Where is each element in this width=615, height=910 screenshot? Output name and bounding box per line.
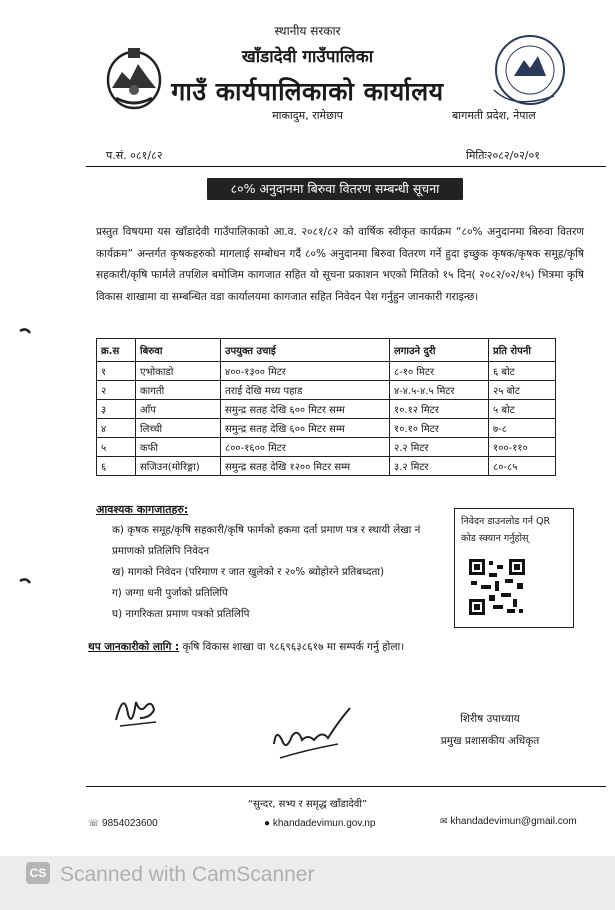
qr-instruction: निवेदन डाउनलोड गर्न QR कोड स्क्यान गर्नुहोस्: [461, 516, 551, 544]
phone-number: 9854023600: [102, 818, 158, 829]
signature-left: [110, 684, 162, 732]
contact-text: कृषि विकास शाखा वा ९८६९६३८६१७ मा सम्पर्क गर्नु होला।: [182, 641, 405, 653]
table-cell: ७-८: [489, 419, 556, 438]
table-header-row: [97, 339, 556, 362]
government-label: स्थानीय सरकार: [274, 24, 341, 38]
website-contact: [264, 818, 376, 829]
table-cell: ४: [97, 419, 136, 438]
signatory-block: [420, 708, 560, 752]
binder-mark-icon: [18, 326, 32, 340]
camscanner-label: Scanned with CamScanner: [60, 863, 315, 886]
col-header-spacing: लगाउने दुरी: [390, 339, 489, 362]
slogan: “सुन्दर, सभ्य र समृद्ध खाँडादेवी”: [247, 799, 368, 810]
mail-icon: ✉: [440, 816, 448, 826]
list-item: ग) जग्गा धनी पुर्जाको प्रतिलिपि: [112, 587, 228, 599]
table-row: [97, 419, 556, 438]
table-cell: समुन्द्र सतह देखि ६०० मिटर सम्म: [221, 400, 390, 419]
table-row: [97, 381, 556, 400]
table-cell: ६: [97, 457, 136, 476]
col-header-sn: क्र.स: [97, 339, 136, 362]
camscanner-logo: CS: [26, 862, 50, 884]
signatory-name: शिरीष उपाध्याय: [460, 713, 520, 725]
phone-icon: ☏: [88, 818, 100, 828]
table-cell: १०.१० मिटर: [390, 419, 489, 438]
table-cell: २५ बोट: [489, 381, 556, 400]
table-cell: ४-४.५-४.५ मिटर: [390, 381, 489, 400]
table-row: [97, 362, 556, 381]
table-row: [97, 457, 556, 476]
table-cell: आँप: [136, 400, 221, 419]
table-row: [97, 400, 556, 419]
table-cell: १०.१२ मिटर: [390, 400, 489, 419]
col-header-per-ropani: प्रति रोपनी: [489, 339, 556, 362]
table-cell: तराई देखि मध्य पहाड: [221, 381, 390, 400]
documents-heading: आवश्यक कागजातहरु:: [96, 503, 189, 516]
contact-line: [88, 640, 404, 654]
qr-code[interactable]: [469, 559, 525, 615]
notice-paragraph: प्रस्तुत विषयमा यस खाँडादेवी गाउँपालिकाको आ.व. २०८१/८२ को वार्षिक स्वीकृत कार्यक्रम “८०% अनुदानमा बिरुवा वितरण कार्यक्रम” अन्तर्गत कृषकहरुको मागलाई सम्बोधन गर्दै ८०% अनुदानमा बिरुवा वितरण गर्ने हुदा इच्छुक कृषक/कृषक समूह/कृषि सहकारी/कृषि फार्मले तपशिल बमोजिम कागजात सहित यो सूचना प्रकाशन भएको मितिको १५ दिन( २०८२/०२/१५) भित्रमा कृषि विकास शाखामा वा सम्बन्धित वडा कार्यालयमा कागजात सहित निवेदन पेश गर्नुहुन जानकारी गराइन्छ।: [96, 226, 584, 303]
table-cell: १: [97, 362, 136, 381]
table-cell: सजिउन(मोरिङ्गा): [136, 457, 221, 476]
signature-center: [266, 700, 362, 766]
website-link[interactable]: khandadevimun.gov.np: [272, 818, 376, 829]
table-cell: २.२ मिटर: [390, 438, 489, 457]
table-cell: ५: [97, 438, 136, 457]
notice-date: मितिः२०८२/०२/०१: [466, 149, 540, 162]
col-header-altitude: उपयुक्त उचाई: [221, 339, 390, 362]
binder-mark-icon: [18, 576, 32, 590]
list-item: क) कृषक समूह/कृषि सहकारी/कृषि फार्मको हकमा दर्ता प्रमाण पत्र र स्थायी लेखा नं प्रमाणको प्रतिलिपि निवेदन: [112, 524, 421, 557]
table-cell: ८०-८५: [489, 457, 556, 476]
table-cell: लिच्ची: [136, 419, 221, 438]
documents-list: [112, 520, 452, 625]
reference-number: प.सं. ०८१/८२: [106, 149, 163, 162]
qr-box: [454, 508, 574, 628]
table-cell: ५ बोट: [489, 400, 556, 419]
table-cell: समुन्द्र सतह देखि ६०० मिटर सम्म: [221, 419, 390, 438]
table-cell: ६ बोट: [489, 362, 556, 381]
table-cell: कागती: [136, 381, 221, 400]
table-cell: ८००-१६०० मिटर: [221, 438, 390, 457]
list-item: ख) मागको निवेदन (परिमाण र जात खुलेको र २०% ब्योहोरने प्रतिबध्दता): [112, 566, 385, 578]
notice-title: ८०% अनुदानमा बिरुवा वितरण सम्बन्धी सूचना: [207, 178, 463, 200]
list-item: घ) नागरिकता प्रमाण पत्रको प्रतिलिपि: [112, 608, 250, 620]
office-title: गाउँ कार्यपालिकाको कार्यालय: [171, 77, 444, 106]
table-row: [97, 438, 556, 457]
header-divider: [86, 166, 606, 167]
table-cell: कफी: [136, 438, 221, 457]
phone-contact: [88, 818, 158, 829]
office-address: माकादुम, रामेछाप: [272, 109, 343, 122]
table-cell: एभोकाडो: [136, 362, 221, 381]
table-cell: समुन्द्र सतह देखि १२०० मिटर सम्म: [221, 457, 390, 476]
province-label: बागमती प्रदेश, नेपाल: [452, 109, 536, 122]
table-cell: १००-११०: [489, 438, 556, 457]
email-contact: [440, 816, 577, 827]
email-link[interactable]: khandadevimun@gmail.com: [450, 816, 577, 827]
globe-icon: ●: [264, 818, 271, 829]
col-header-plant: बिरुवा: [136, 339, 221, 362]
signatory-designation: प्रमुख प्रशासकीय अधिकृत: [440, 735, 540, 747]
table-cell: ३.२ मिटर: [390, 457, 489, 476]
contact-label: थप जानकारीको लागि :: [88, 641, 180, 653]
table-cell: ३: [97, 400, 136, 419]
plant-table: [96, 338, 556, 476]
municipality-name: खाँडादेवी गाउँपालिका: [241, 47, 374, 67]
table-cell: ४००-१३०० मिटर: [221, 362, 390, 381]
table-cell: ८-१० मिटर: [390, 362, 489, 381]
table-cell: २: [97, 381, 136, 400]
footer-divider: [86, 786, 606, 787]
